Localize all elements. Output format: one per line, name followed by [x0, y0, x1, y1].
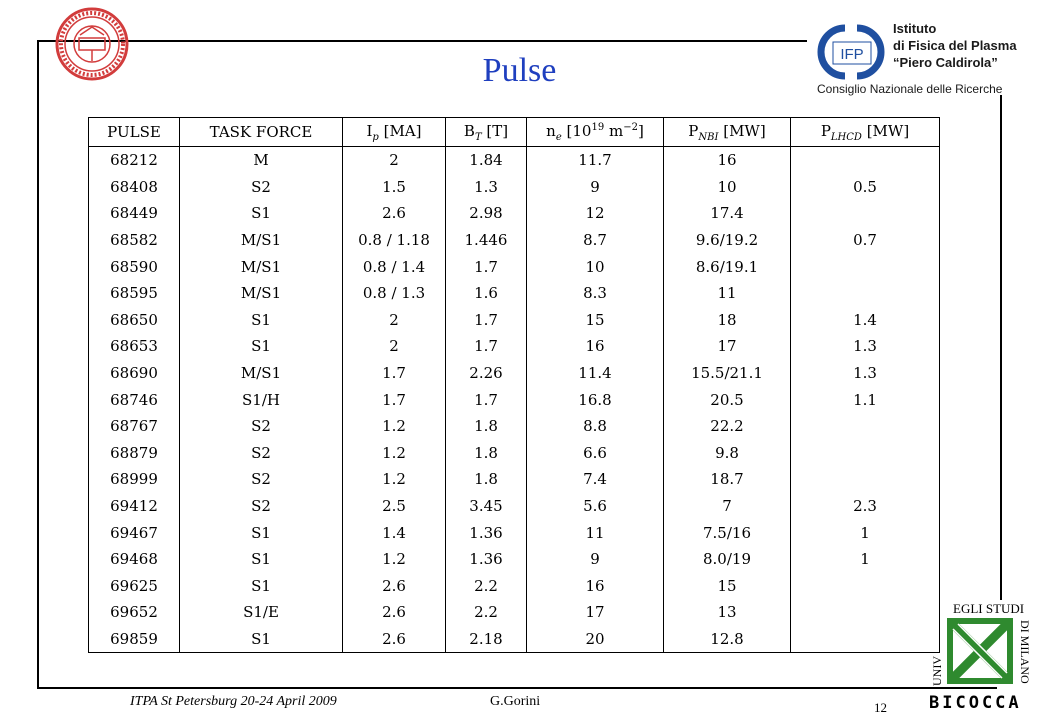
table-row: [89, 599, 940, 626]
cell-pulse: 68582: [89, 227, 180, 254]
cell-ip: 2: [343, 307, 446, 334]
cell-pulse: 69625: [89, 573, 180, 600]
table-row: [89, 174, 940, 201]
cell-ip: 1.2: [343, 466, 446, 493]
cell-ip: 1.5: [343, 174, 446, 201]
slide-frame-left: [37, 40, 39, 689]
cell-task-force: S2: [180, 440, 343, 467]
cell-plhcd: [791, 253, 940, 280]
cell-ip: 0.8 / 1.18: [343, 227, 446, 254]
cell-bt: 2.18: [446, 626, 527, 653]
cell-ne: 11.4: [527, 360, 664, 387]
cell-pnbi: 7: [664, 493, 791, 520]
cell-pulse: 68650: [89, 307, 180, 334]
svg-text:EGLI STUDI: EGLI STUDI: [953, 601, 1025, 616]
header-ip: $I_p$ [MA]: [343, 118, 446, 147]
cell-task-force: M/S1: [180, 227, 343, 254]
header-task-force: TASK FORCE: [180, 118, 343, 147]
cell-bt: 1.7: [446, 253, 527, 280]
cell-task-force: S1: [180, 573, 343, 600]
cell-pnbi: 7.5/16: [664, 519, 791, 546]
cell-task-force: S1: [180, 307, 343, 334]
cell-pulse: 69467: [89, 519, 180, 546]
cell-pulse: 68999: [89, 466, 180, 493]
cell-ne: 16: [527, 333, 664, 360]
cell-ip: 1.7: [343, 386, 446, 413]
cell-task-force: M/S1: [180, 360, 343, 387]
cell-bt: 1.36: [446, 519, 527, 546]
cell-ne: 16: [527, 573, 664, 600]
cell-bt: 1.6: [446, 280, 527, 307]
cell-plhcd: 0.7: [791, 227, 940, 254]
cell-pulse: 68653: [89, 333, 180, 360]
header-bt: $B_T$ [T]: [446, 118, 527, 147]
cell-ne: 12: [527, 200, 664, 227]
cell-pnbi: 11: [664, 280, 791, 307]
cell-pulse: 68690: [89, 360, 180, 387]
cell-bt: 1.3: [446, 174, 527, 201]
cell-plhcd: [791, 200, 940, 227]
cell-ne: 20: [527, 626, 664, 653]
cell-pnbi: 13: [664, 599, 791, 626]
cell-pulse: 68595: [89, 280, 180, 307]
cell-bt: 1.84: [446, 147, 527, 174]
cell-plhcd: 1.3: [791, 360, 940, 387]
cell-plhcd: 1.1: [791, 386, 940, 413]
table-row: [89, 280, 940, 307]
cell-pulse: 68879: [89, 440, 180, 467]
svg-text:BICOCCA: BICOCCA: [929, 693, 1022, 712]
cell-plhcd: [791, 466, 940, 493]
table-row: [89, 307, 940, 334]
cell-ip: 1.2: [343, 440, 446, 467]
cell-pnbi: 8.0/19: [664, 546, 791, 573]
cell-bt: 2.2: [446, 599, 527, 626]
cell-ip: 0.8 / 1.3: [343, 280, 446, 307]
cell-plhcd: [791, 626, 940, 653]
table-row: [89, 200, 940, 227]
cell-pulse: 69652: [89, 599, 180, 626]
footer-event: ITPA St Petersburg 20-24 April 2009: [130, 694, 337, 709]
cell-task-force: S2: [180, 493, 343, 520]
table-row: [89, 360, 940, 387]
pulse-table: [88, 117, 940, 653]
cell-ip: 1.2: [343, 413, 446, 440]
cell-ip: 1.4: [343, 519, 446, 546]
slide-frame-top: [37, 40, 807, 42]
cell-ip: 2.6: [343, 599, 446, 626]
cell-pulse: 69468: [89, 546, 180, 573]
cell-bt: 2.98: [446, 200, 527, 227]
table-row: [89, 626, 940, 653]
cell-pulse: 68767: [89, 413, 180, 440]
cell-plhcd: 1: [791, 546, 940, 573]
cell-pnbi: 17: [664, 333, 791, 360]
cell-pulse: 69859: [89, 626, 180, 653]
cell-pnbi: 15: [664, 573, 791, 600]
cell-pnbi: 10: [664, 174, 791, 201]
cell-pnbi: 15.5/21.1: [664, 360, 791, 387]
header-plhcd: $P_{LHCD}$ [MW]: [791, 118, 940, 147]
cell-task-force: M: [180, 147, 343, 174]
cell-pnbi: 16: [664, 147, 791, 174]
cell-task-force: S1: [180, 333, 343, 360]
header-pnbi: $P_{NBI}$ [MW]: [664, 118, 791, 147]
cell-bt: 1.8: [446, 413, 527, 440]
slide-title: Pulse: [482, 52, 557, 89]
cell-plhcd: 1.4: [791, 307, 940, 334]
cell-ip: 2: [343, 147, 446, 174]
cell-ip: 2.6: [343, 573, 446, 600]
cell-pulse: 68449: [89, 200, 180, 227]
header-ne: $n_e$ [$10^{19}$ $m^{-2}$]: [527, 118, 664, 147]
cell-ip: 2.6: [343, 626, 446, 653]
cell-ip: 1.7: [343, 360, 446, 387]
cell-plhcd: [791, 440, 940, 467]
ifp-organization: Consiglio Nazionale delle Ricerche: [817, 82, 1003, 96]
cell-plhcd: [791, 573, 940, 600]
cell-pnbi: 18.7: [664, 466, 791, 493]
cell-bt: 2.26: [446, 360, 527, 387]
cell-bt: 1.446: [446, 227, 527, 254]
cell-pnbi: 17.4: [664, 200, 791, 227]
cell-task-force: S2: [180, 466, 343, 493]
cell-ne: 6.6: [527, 440, 664, 467]
cell-plhcd: [791, 280, 940, 307]
table-row: [89, 333, 940, 360]
cell-pnbi: 20.5: [664, 386, 791, 413]
cell-bt: 1.7: [446, 333, 527, 360]
table-row: [89, 440, 940, 467]
cell-bt: 1.36: [446, 546, 527, 573]
cell-ip: 0.8 / 1.4: [343, 253, 446, 280]
cell-bt: 3.45: [446, 493, 527, 520]
cell-pnbi: 18: [664, 307, 791, 334]
table-row: [89, 493, 940, 520]
cell-task-force: S1: [180, 200, 343, 227]
cell-pulse: 68746: [89, 386, 180, 413]
page-number: 12: [874, 700, 887, 715]
table-row: [89, 413, 940, 440]
cell-pulse: 68408: [89, 174, 180, 201]
cell-ne: 11.7: [527, 147, 664, 174]
cell-ne: 9: [527, 546, 664, 573]
cell-plhcd: 1: [791, 519, 940, 546]
table-row: [89, 386, 940, 413]
cell-pnbi: 9.6/19.2: [664, 227, 791, 254]
cell-ne: 15: [527, 307, 664, 334]
cell-ne: 11: [527, 519, 664, 546]
cell-task-force: S1/E: [180, 599, 343, 626]
cell-task-force: S2: [180, 174, 343, 201]
cell-task-force: S1: [180, 626, 343, 653]
cell-ip: 2.5: [343, 493, 446, 520]
cell-task-force: S1: [180, 546, 343, 573]
cell-plhcd: 0.5: [791, 174, 940, 201]
cell-ne: 8.7: [527, 227, 664, 254]
cell-pulse: 68590: [89, 253, 180, 280]
cell-task-force: S1: [180, 519, 343, 546]
cell-pnbi: 22.2: [664, 413, 791, 440]
table-row: [89, 253, 940, 280]
svg-text:DI MILANO: DI MILANO: [1018, 620, 1032, 684]
cell-ip: 1.2: [343, 546, 446, 573]
cell-ne: 17: [527, 599, 664, 626]
cell-bt: 1.8: [446, 440, 527, 467]
cell-plhcd: [791, 413, 940, 440]
cell-ne: 10: [527, 253, 664, 280]
cell-pulse: 69412: [89, 493, 180, 520]
slide-frame-bottom: [37, 687, 997, 689]
cell-bt: 1.7: [446, 307, 527, 334]
table-row: [89, 147, 940, 174]
cell-pnbi: 12.8: [664, 626, 791, 653]
cell-pulse: 68212: [89, 147, 180, 174]
cell-ip: 2: [343, 333, 446, 360]
table-row: [89, 519, 940, 546]
cell-plhcd: [791, 147, 940, 174]
cell-task-force: M/S1: [180, 280, 343, 307]
table-row: [89, 466, 940, 493]
bicocca-university-logo: [925, 600, 1035, 712]
cell-ne: 8.3: [527, 280, 664, 307]
cell-task-force: S1/H: [180, 386, 343, 413]
table-row: [89, 573, 940, 600]
cell-bt: 2.2: [446, 573, 527, 600]
slide-frame-right: [1000, 95, 1002, 600]
table-header-row: [89, 118, 940, 147]
cell-plhcd: [791, 599, 940, 626]
cell-ne: 8.8: [527, 413, 664, 440]
cell-ip: 2.6: [343, 200, 446, 227]
svg-text:UNIV: UNIV: [930, 656, 944, 686]
cell-pnbi: 8.6/19.1: [664, 253, 791, 280]
cell-bt: 1.7: [446, 386, 527, 413]
cell-pnbi: 9.8: [664, 440, 791, 467]
cell-task-force: S2: [180, 413, 343, 440]
cell-task-force: M/S1: [180, 253, 343, 280]
cell-bt: 1.8: [446, 466, 527, 493]
cell-ne: 9: [527, 174, 664, 201]
svg-text:IFP: IFP: [840, 46, 864, 63]
ifp-institute-name: Istituto di Fisica del Plasma “Piero Caldirola”: [893, 21, 1017, 70]
cell-plhcd: 2.3: [791, 493, 940, 520]
footer-author: G.Gorini: [490, 694, 541, 709]
cell-ne: 16.8: [527, 386, 664, 413]
table-row: [89, 227, 940, 254]
table-body: [89, 147, 940, 653]
cell-plhcd: 1.3: [791, 333, 940, 360]
cell-ne: 7.4: [527, 466, 664, 493]
header-pulse: PULSE: [89, 118, 180, 147]
cell-ne: 5.6: [527, 493, 664, 520]
table-row: [89, 546, 940, 573]
